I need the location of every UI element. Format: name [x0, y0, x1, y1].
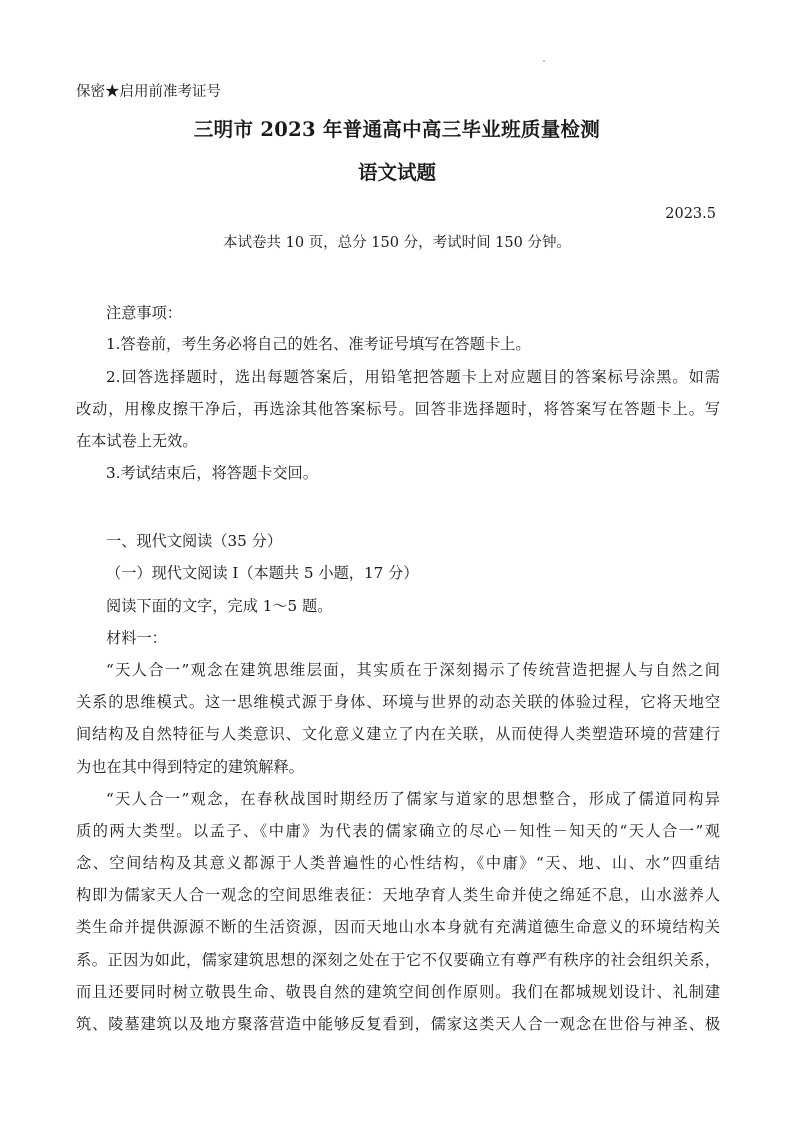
notice-item-2-line-2: 改动，用橡皮擦干净后，再选涂其他答案标号。回答非选择题时，将答案写在答题卡上。写 — [76, 400, 720, 418]
notice-item-2-line-1: 2.回答选择题时，选出每题答案后，用铅笔把答题卡上对应题目的答案标号涂黑。如需 — [106, 368, 720, 386]
subsection-heading: （一）现代文阅读 I（本题共 5 小题，17 分） — [106, 564, 419, 582]
exam-date: 2023.5 — [665, 206, 716, 222]
passage-line: 质的两大类型。以孟子、《中庸》为代表的儒家确立的尽心－知性－知天的“天人合一”观 — [76, 822, 720, 840]
passage-line: “天人合一”观念在建筑思维层面，其实质在于深刻揭示了传统营造把握人与自然之间 — [106, 661, 720, 679]
passage-line: 间结构及自然特征与人类意识、文化意义建立了内在关联，从而使得人类塑造环境的营建行 — [76, 725, 720, 743]
confidential-label: 保密★启用前准考证号 — [76, 84, 221, 100]
exam-info: 本试卷共 10 页，总分 150 分，考试时间 150 分钟。 — [223, 235, 571, 251]
passage-line: 类生命并提供源源不断的生活资源，因而天地山水本身就有充满道德生命意义的环境结构关 — [76, 918, 720, 936]
passage-line: 为也在其中得到特定的建筑解释。 — [76, 758, 304, 776]
section-heading: 一、现代文阅读（35 分） — [106, 532, 283, 550]
notice-item-3: 3.考试结束后，将答题卡交回。 — [106, 464, 318, 482]
passage-line: 筑、陵墓建筑以及地方聚落营造中能够反复看到，儒家这类天人合一观念在世俗与神圣、极 — [76, 1015, 720, 1033]
exam-title: 三明市 2023 年普通高中高三毕业班质量检测 — [193, 118, 601, 141]
notice-item-2-line-3: 在本试卷上无效。 — [76, 432, 198, 450]
notice-item-1: 1.答卷前，考生务必将自己的姓名、准考证号填写在答题卡上。 — [106, 335, 531, 353]
passage-line: 而且还要同时树立敬畏生命、敬畏自然的建筑空间创作原则。我们在都城规划设计、礼制建 — [76, 983, 720, 1001]
passage-line: 念、空间结构及其意义都源于人类普遍性的心性结构，《中庸》“天、地、山、水”四重结 — [76, 854, 720, 872]
notice-heading: 注意事项： — [106, 304, 182, 322]
scan-speck — [543, 60, 545, 62]
passage-line: 系。正因为如此，儒家建筑思想的深刻之处在于它不仅要确立有尊严有秩序的社会组织关系， — [76, 951, 720, 969]
exam-subject: 语文试题 — [357, 161, 436, 184]
passage-line: 构即为儒家天人合一观念的空间思维表征：天地孕育人类生命并使之绵延不息，山水滋养人 — [76, 886, 720, 904]
passage-line: 关系的思维模式。这一思维模式源于身体、环境与世界的动态关联的体验过程，它将天地空 — [76, 693, 720, 711]
reading-instruction: 阅读下面的文字，完成 1～5 题。 — [106, 597, 333, 615]
passage-line: “天人合一”观念，在春秋战国时期经历了儒家与道家的思想整合，形成了儒道同构异 — [106, 790, 720, 808]
material-label: 材料一： — [106, 629, 167, 647]
